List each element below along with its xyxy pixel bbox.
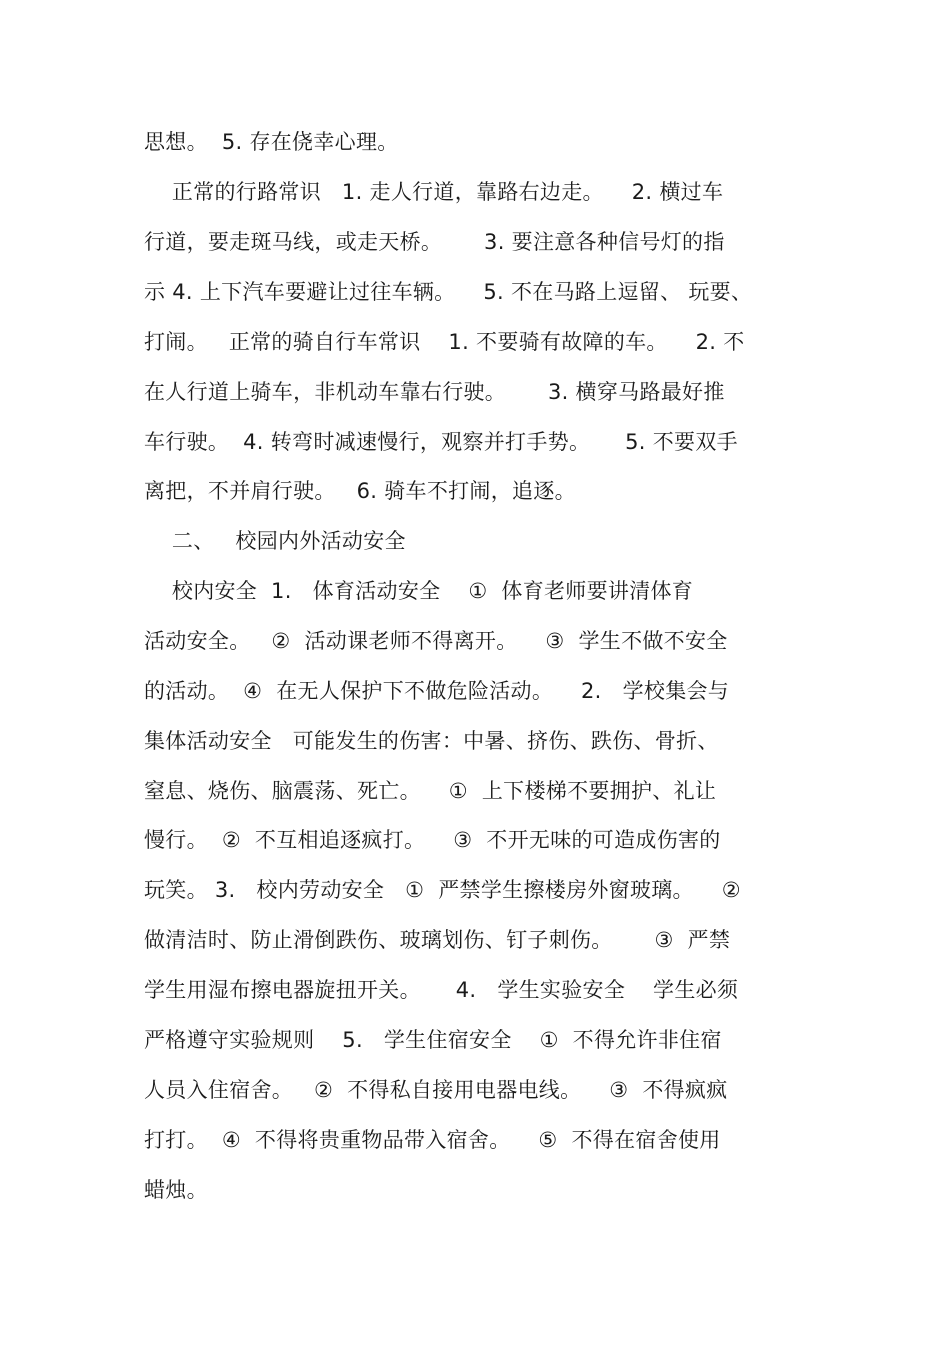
text-line: 思想。 5. 存在侥幸心理。	[144, 130, 399, 154]
text-line: 离把，不并肩行驶。 6. 骑车不打闹，追逐。	[144, 479, 576, 503]
text-line: 打闹。 正常的骑自行车常识 1. 不要骑有故障的车。 2. 不	[144, 330, 745, 354]
text-line: 活动安全。 ② 活动课老师不得离开。 ③ 学生不做不安全	[144, 629, 728, 653]
text-line: 行道，要走斑马线，或走天桥。 3. 要注意各种信号灯的指	[144, 230, 725, 254]
text-line: 蜡烛。	[144, 1178, 208, 1202]
text-line: 窒息、烧伤、脑震荡、死亡。 ① 上下楼梯不要拥护、礼让	[144, 779, 717, 803]
text-line: 集体活动安全 可能发生的伤害：中暑、挤伤、跌伤、骨折、	[144, 729, 719, 753]
text-line: 人员入住宿舍。 ② 不得私自接用电器电线。 ③ 不得疯疯	[144, 1078, 728, 1102]
text-line: 打打。 ④ 不得将贵重物品带入宿舍。 ⑤ 不得在宿舍使用	[144, 1128, 721, 1152]
text-line: 严格遵守实验规则 5. 学生住宿安全 ① 不得允许非住宿	[144, 1028, 722, 1052]
text-line: 校内安全 1. 体育活动安全 ① 体育老师要讲清体育	[144, 579, 694, 603]
text-line: 学生用湿布擦电器旋扭开关。 4. 学生实验安全 学生必须	[144, 978, 739, 1002]
text-line: 做清洁时、防止滑倒跌伤、玻璃划伤、钉子刺伤。 ③ 严禁	[144, 928, 731, 952]
text-line: 的活动。 ④ 在无人保护下不做危险活动。 2. 学校集会与	[144, 679, 730, 703]
text-line: 玩笑。 3. 校内劳动安全 ① 严禁学生擦楼房外窗玻璃。 ②	[144, 878, 741, 902]
text-line: 慢行。 ② 不互相追逐疯打。 ③ 不开无味的可造成伤害的	[144, 828, 721, 852]
text-line: 正常的行路常识 1. 走人行道，靠路右边走。 2. 横过车	[144, 180, 724, 204]
text-line: 在人行道上骑车，非机动车靠右行驶。 3. 横穿马路最好推	[144, 380, 725, 404]
section-heading: 二、 校园内外活动安全	[144, 529, 406, 553]
text-line: 车行驶。 4. 转弯时减速慢行，观察并打手势。 5. 不要双手	[144, 430, 738, 454]
text-line: 示 4. 上下汽车要避让过往车辆。 5. 不在马路上逗留、 玩要、	[144, 280, 753, 304]
